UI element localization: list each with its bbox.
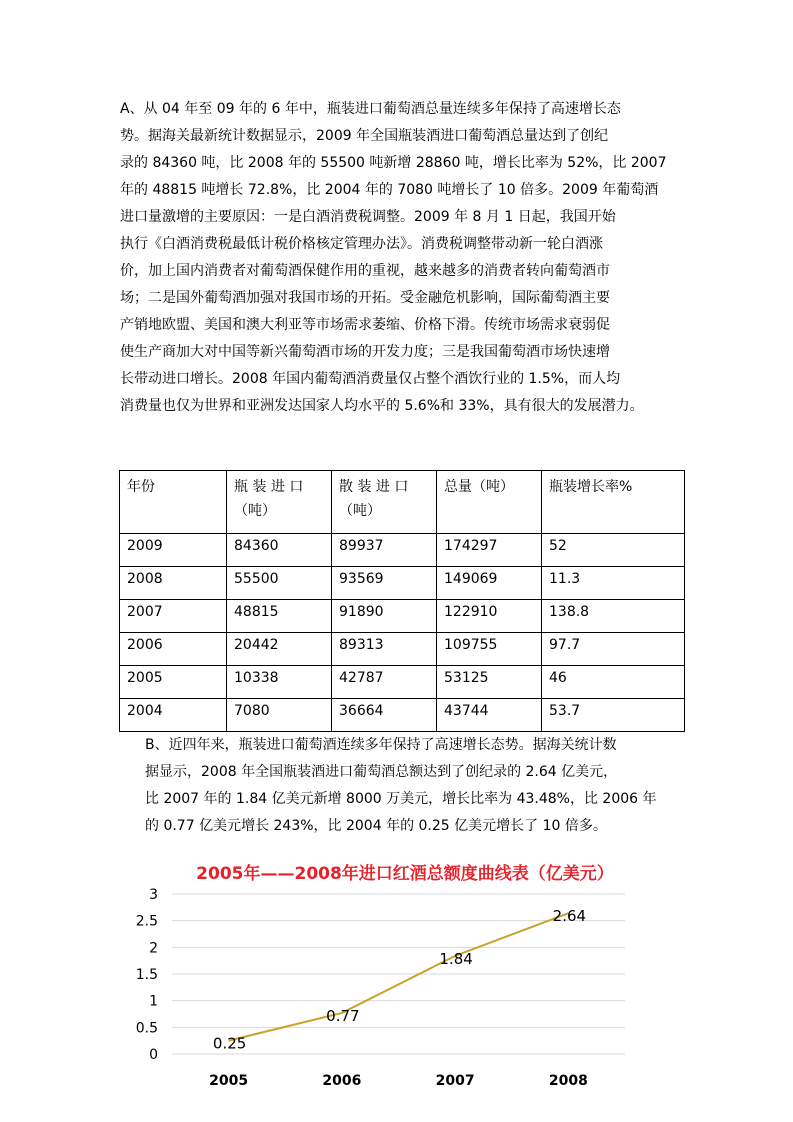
table-cell: 53.7 <box>542 699 685 732</box>
table-header-row <box>120 471 685 534</box>
table-cell: 36664 <box>332 699 437 732</box>
chart-y-axis <box>136 887 158 1063</box>
header-total: 总量（吨） <box>437 471 542 534</box>
x-tick-label: 2007 <box>435 1073 475 1089</box>
chart-title: 2005年——2008年进口红酒总额度曲线表（亿美元） <box>196 864 614 884</box>
section-a-line: 执行《白酒消费税最低计税价格核定管理办法》。消费税调整带动新一轮白酒涨 <box>120 236 603 252</box>
section-a-line: 年的 48815 吨增长 72.8%，比 2004 年的 7080 吨增长了 10 倍多。2009 年葡萄酒 <box>120 182 659 198</box>
table-row <box>120 666 685 699</box>
table-cell: 11.3 <box>542 567 685 600</box>
x-tick-label: 2008 <box>548 1073 588 1089</box>
y-tick-label: 1.5 <box>135 967 158 983</box>
table-row <box>120 699 685 732</box>
table-cell: 2007 <box>120 600 227 633</box>
y-tick-label: 2 <box>149 940 158 957</box>
table-cell: 42787 <box>332 666 437 699</box>
table-cell: 52 <box>542 534 685 567</box>
section-b-line: 比 2007 年的 1.84 亿美元新增 8000 万美元，增长比率为 43.48%，比 2006 年 <box>145 791 657 807</box>
table-cell: 91890 <box>332 600 437 633</box>
header-bulk-import: 散 装 进 口 （吨） <box>332 471 437 534</box>
table-cell: 2009 <box>120 534 227 567</box>
table-cell: 89937 <box>332 534 437 567</box>
header-growth-rate: 瓶装增长率% <box>542 471 685 534</box>
table-cell: 2006 <box>120 633 227 666</box>
x-tick-label: 2006 <box>322 1073 362 1089</box>
y-tick-label: 2.5 <box>135 913 158 930</box>
table-cell: 7080 <box>227 699 332 732</box>
table-cell: 138.8 <box>542 600 685 633</box>
y-tick-label: 3 <box>149 887 158 903</box>
table-cell: 43744 <box>437 699 542 732</box>
section-a-line: 价，加上国内消费者对葡萄酒保健作用的重视，越来越多的消费者转向葡萄酒市 <box>120 263 610 279</box>
section-a-line: 进口量激增的主要原因：一是白酒消费税调整。2009 年 8 月 1 日起，我国开始 <box>120 209 616 225</box>
table-cell: 122910 <box>437 600 542 633</box>
data-label: 0.77 <box>326 1006 360 1025</box>
data-label: 0.25 <box>212 1034 247 1053</box>
section-a-line: 录的 84360 吨，比 2008 年的 55500 吨新增 28860 吨，增长比率为 52%，比 2007 <box>120 155 667 171</box>
section-a-paragraph <box>120 96 690 420</box>
table-row <box>120 534 685 567</box>
table-row <box>120 567 685 600</box>
table-cell: 109755 <box>437 633 542 666</box>
section-a-line: 势。据海关最新统计数据显示，2009 年全国瓶装酒进口葡萄酒总量达到了创纪 <box>120 128 609 144</box>
y-tick-label: 0 <box>149 1047 158 1063</box>
header-bottled-import: 瓶 装 进 口 （吨） <box>227 471 332 534</box>
table-cell: 84360 <box>227 534 332 567</box>
section-a-line: 长带动进口增长。2008 年国内葡萄酒消费量仅占整个酒饮行业的 1.5%，而人均 <box>120 371 621 387</box>
section-b-line: B、近四年来，瓶装进口葡萄酒连续多年保持了高速增长态势。据海关统计数 <box>145 737 617 753</box>
section-a-line: 场；二是国外葡萄酒加强对我国市场的开拓。受金融危机影响，国际葡萄酒主要 <box>120 290 610 306</box>
table-cell: 97.7 <box>542 633 685 666</box>
section-a-line: 使生产商加大对中国等新兴葡萄酒市场的开发力度；三是我国葡萄酒市场快速增 <box>120 344 610 360</box>
section-b-paragraph <box>145 732 685 840</box>
table-cell: 93569 <box>332 567 437 600</box>
table-cell: 174297 <box>437 534 542 567</box>
y-tick-label: 0.5 <box>135 1020 158 1037</box>
section-a-line: 消费量也仅为世界和亚洲发达国家人均水平的 5.6%和 33%，具有很大的发展潜力。 <box>120 398 644 414</box>
table-cell: 10338 <box>227 666 332 699</box>
section-a-line: 产销地欧盟、美国和澳大利亚等市场需求萎缩、价格下滑。传统市场需求衰弱促 <box>120 317 610 333</box>
table-cell: 46 <box>542 666 685 699</box>
table-cell: 149069 <box>437 567 542 600</box>
import-value-line-chart <box>120 858 660 1098</box>
section-b-line: 的 0.77 亿美元增长 243%，比 2004 年的 0.25 亿美元增长了 10 倍多。 <box>145 818 607 834</box>
x-tick-label: 2005 <box>209 1073 249 1089</box>
y-tick-label: 1 <box>149 993 158 1010</box>
table-cell: 20442 <box>227 633 332 666</box>
table-cell: 53125 <box>437 666 542 699</box>
table-cell: 48815 <box>227 600 332 633</box>
data-label: 2.64 <box>552 907 587 926</box>
section-b-line: 据显示，2008 年全国瓶装酒进口葡萄酒总额达到了创纪录的 2.64 亿美元， <box>145 764 618 780</box>
data-label: 1.84 <box>439 949 473 968</box>
table-cell: 89313 <box>332 633 437 666</box>
table-row <box>120 633 685 666</box>
table-row <box>120 600 685 633</box>
section-a-line: A、从 04 年至 09 年的 6 年中，瓶装进口葡萄酒总量连续多年保持了高速增长态 <box>120 101 621 117</box>
table-cell: 2005 <box>120 666 227 699</box>
table-cell: 2008 <box>120 567 227 600</box>
chart-x-axis <box>209 1073 588 1089</box>
table-cell: 2004 <box>120 699 227 732</box>
series-line <box>229 913 569 1040</box>
import-data-table <box>119 470 685 732</box>
chart-series <box>229 913 569 1040</box>
header-year: 年份 <box>120 471 227 534</box>
table-cell: 55500 <box>227 567 332 600</box>
